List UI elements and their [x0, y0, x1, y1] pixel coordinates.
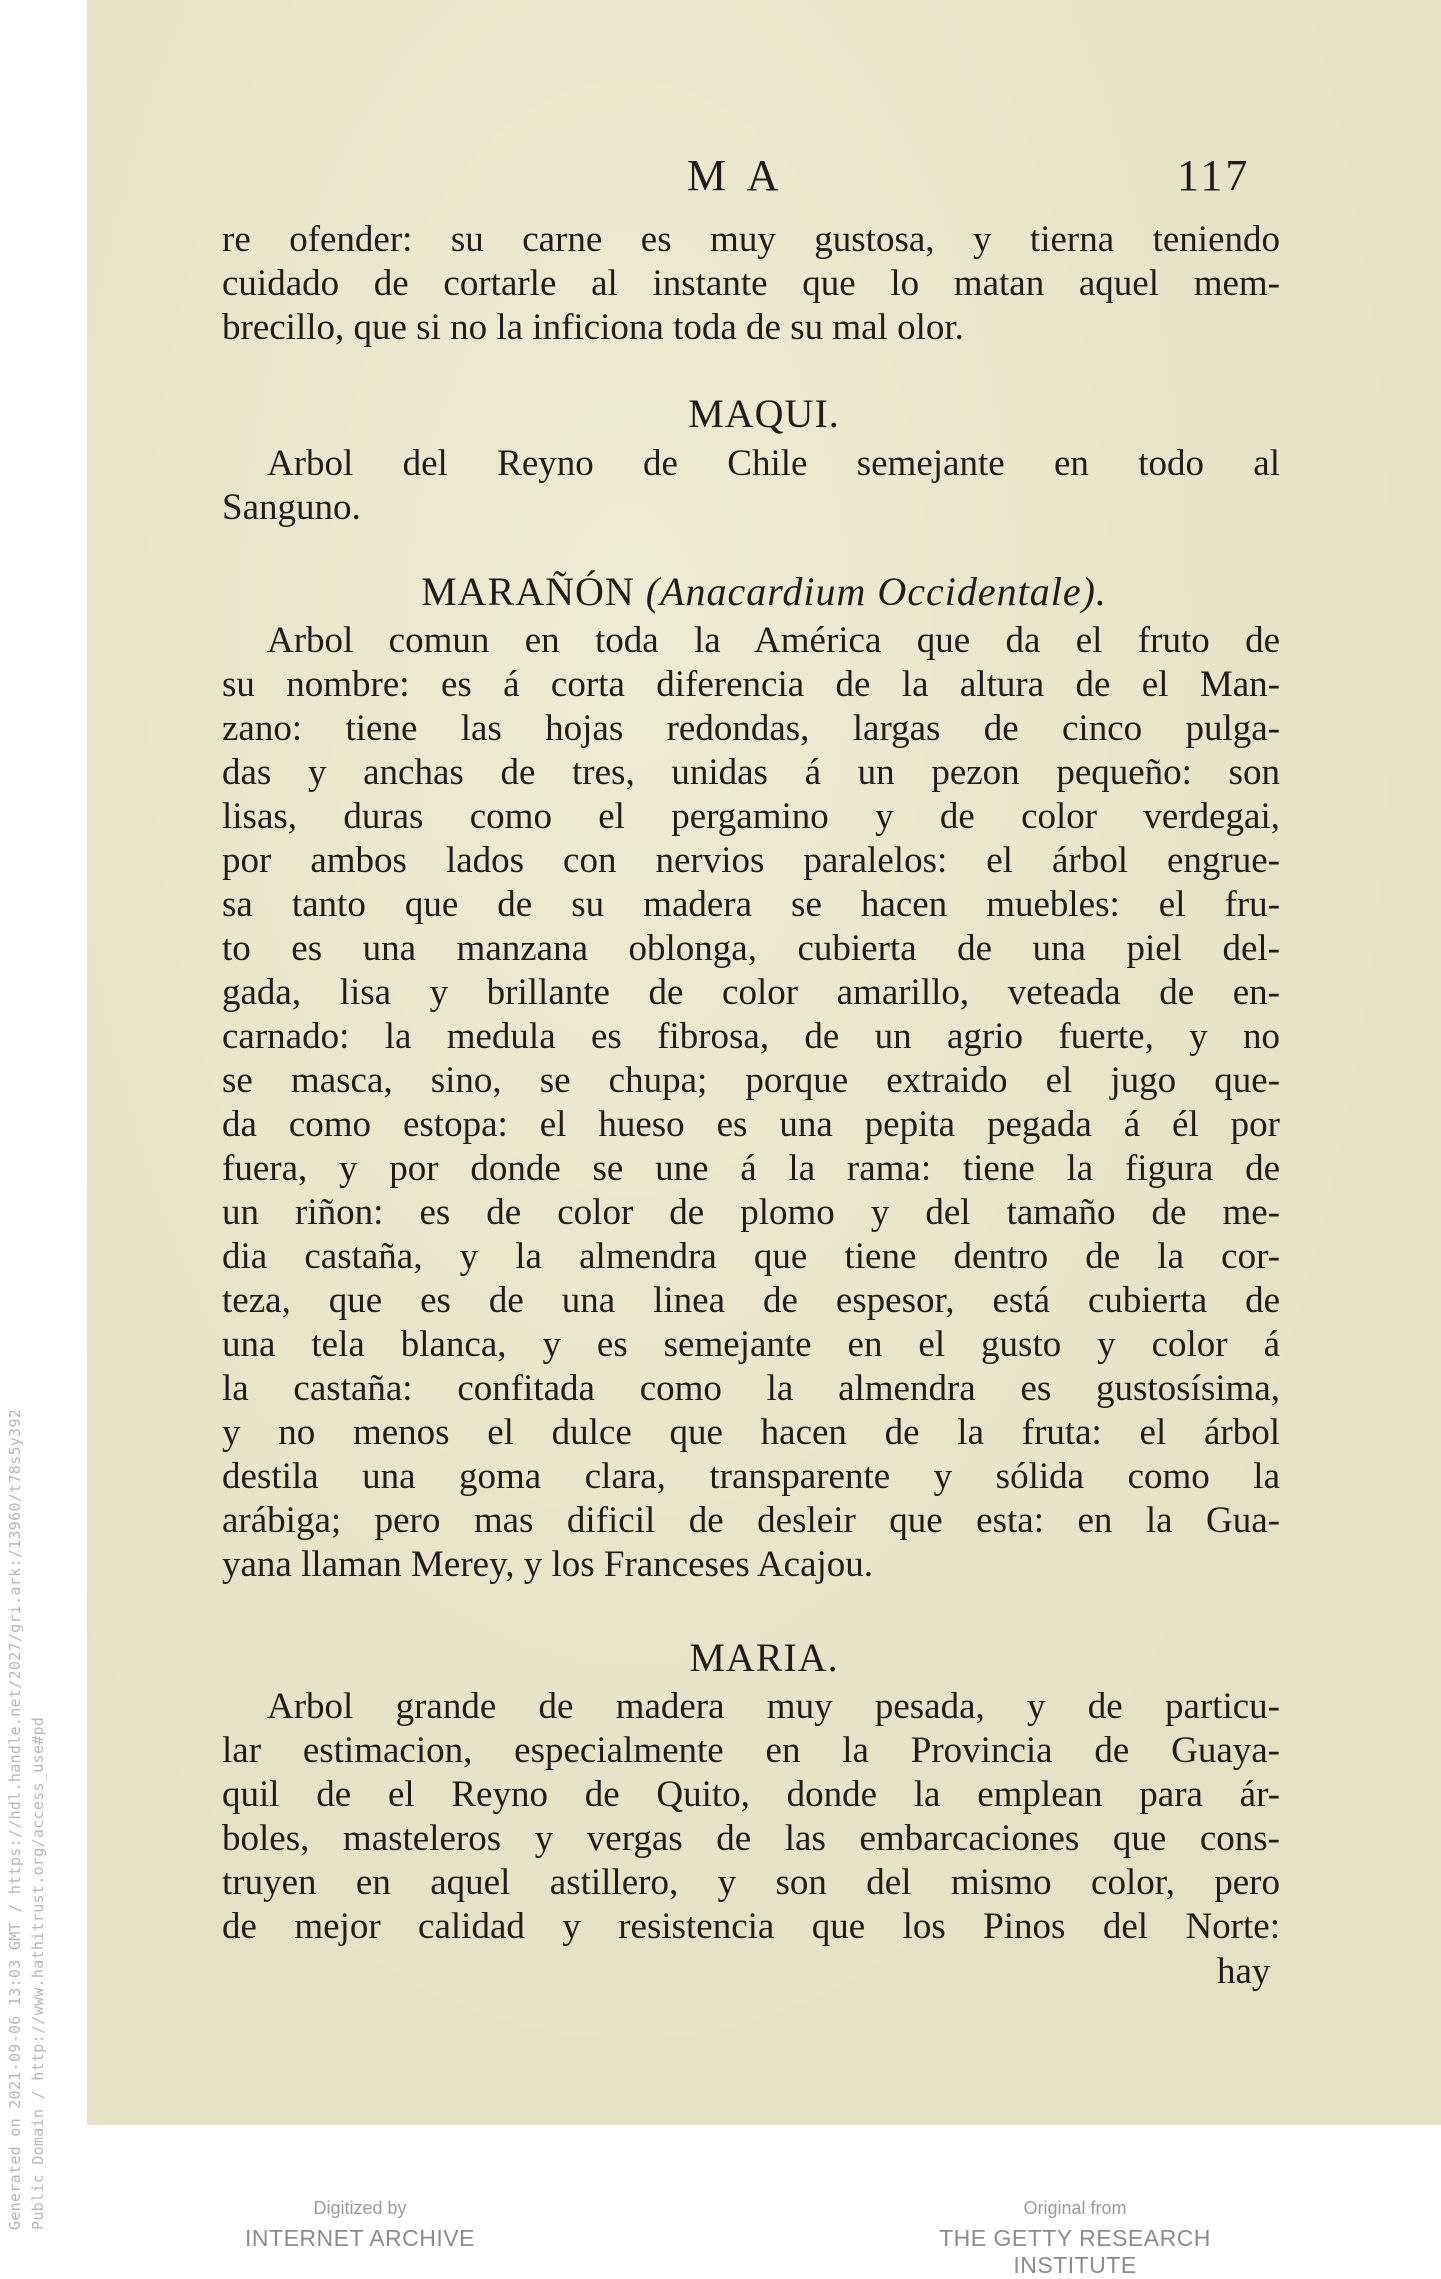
text-line: se masca, sino, se chupa; porque extraido el jugo que-	[222, 1060, 1280, 1101]
text-line: dia castaña, y la almendra que tiene dentro de la cor-	[222, 1236, 1280, 1277]
catchword: hay	[1217, 1951, 1271, 1992]
footer-digitized	[245, 2198, 475, 2252]
text-line: la castaña: confitada como la almendra es gustosísima,	[222, 1368, 1280, 1409]
text-line: fuera, y por donde se une á la rama: tiene la figura de	[222, 1148, 1280, 1189]
heading-maria: MARIA.	[689, 1635, 839, 1680]
text-line: truyen en aquel astillero, y son del mismo color, pero	[222, 1862, 1280, 1903]
text-line: Arbol comun en toda la América que da el fruto de	[267, 620, 1280, 661]
text-line: das y anchas de tres, unidas á un pezon pequeño: son	[222, 752, 1280, 793]
text-line: Arbol grande de madera muy pesada, y de particu-	[267, 1686, 1280, 1727]
original-label: Original from	[1023, 2198, 1127, 2218]
heading-maranon-title: MARAÑÓN	[421, 569, 635, 614]
text-line: sa tanto que de su madera se hacen muebles: el fru-	[222, 884, 1280, 925]
text-line: una tela blanca, y es semejante en el gusto y color á	[222, 1324, 1280, 1365]
page-number: 117	[1177, 151, 1251, 200]
watermark-line-1: Generated on 2021-09-06 13:03 GMT / https://hdl.handle.net/2027/gri.ark:/13960/t78s5y392	[6, 1408, 24, 2230]
text-line: un riñon: es de color de plomo y del tamaño de me-	[222, 1192, 1280, 1233]
entry-maria	[222, 1685, 1280, 1949]
text-line: zano: tiene las hojas redondas, largas de cinco pulga-	[222, 708, 1280, 749]
heading-maranon	[87, 568, 1441, 615]
text-line: lisas, duras como el pergamino y de color verdegai,	[222, 796, 1280, 837]
text-line: boles, masteleros y vergas de las embarcaciones que cons-	[222, 1818, 1280, 1859]
entry-continuation	[222, 218, 1280, 350]
text-line: yana llaman Merey, y los Franceses Acajou.	[222, 1544, 874, 1585]
entry-maranon	[222, 619, 1280, 1587]
heading-maqui: MAQUI.	[688, 391, 840, 436]
footer-original	[885, 2198, 1265, 2279]
text-line: brecillo, que si no la inficiona toda de su mal olor.	[222, 307, 964, 348]
text-line: cuidado de cortarle al instante que lo matan aquel mem-	[222, 263, 1280, 304]
entry-maqui	[222, 442, 1280, 530]
text-line: teza, que es de una linea de espesor, está cubierta de	[222, 1280, 1280, 1321]
text-line: quil de el Reyno de Quito, donde la emplean para ár-	[222, 1774, 1280, 1815]
text-line: destila una goma clara, transparente y sólida como la	[222, 1456, 1280, 1497]
text-line: y no menos el dulce que hacen de la fruta: el árbol	[222, 1412, 1280, 1453]
original-from: THE GETTY RESEARCH INSTITUTE	[939, 2225, 1211, 2278]
digitized-label: Digitized by	[313, 2198, 407, 2218]
running-head: M A	[687, 151, 785, 200]
text-line: da como estopa: el hueso es una pepita pegada á él por	[222, 1104, 1280, 1145]
text-line: arábiga; pero mas dificil de desleir que esta: en la Gua-	[222, 1500, 1280, 1541]
text-line: carnado: la medula es fibrosa, de un agrio fuerte, y no	[222, 1016, 1280, 1057]
page-header	[87, 150, 1441, 200]
access-watermark	[4, 1409, 50, 2230]
text-line: to es una manzana oblonga, cubierta de una piel del-	[222, 928, 1280, 969]
text-line: Arbol del Reyno de Chile semejante en todo al	[267, 443, 1280, 484]
text-line: gada, lisa y brillante de color amarillo, veteada de en-	[222, 972, 1280, 1013]
text-line: por ambos lados con nervios paralelos: el árbol engrue-	[222, 840, 1280, 881]
watermark-line-2: Public Domain / http://www.hathitrust.org/access_use#pd	[29, 1716, 47, 2230]
text-line: lar estimacion, especialmente en la Provincia de Guaya-	[222, 1730, 1280, 1771]
scanned-page	[87, 0, 1441, 2125]
text-line: su nombre: es á corta diferencia de la altura de el Man-	[222, 664, 1280, 705]
text-line: re ofender: su carne es muy gustosa, y tierna teniendo	[222, 219, 1280, 260]
digitized-by: INTERNET ARCHIVE	[245, 2225, 475, 2251]
heading-maranon-latin: (Anacardium Occidentale).	[645, 569, 1107, 614]
text-line: de mejor calidad y resistencia que los Pinos del Norte:	[222, 1906, 1280, 1947]
text-line: Sanguno.	[222, 487, 361, 528]
